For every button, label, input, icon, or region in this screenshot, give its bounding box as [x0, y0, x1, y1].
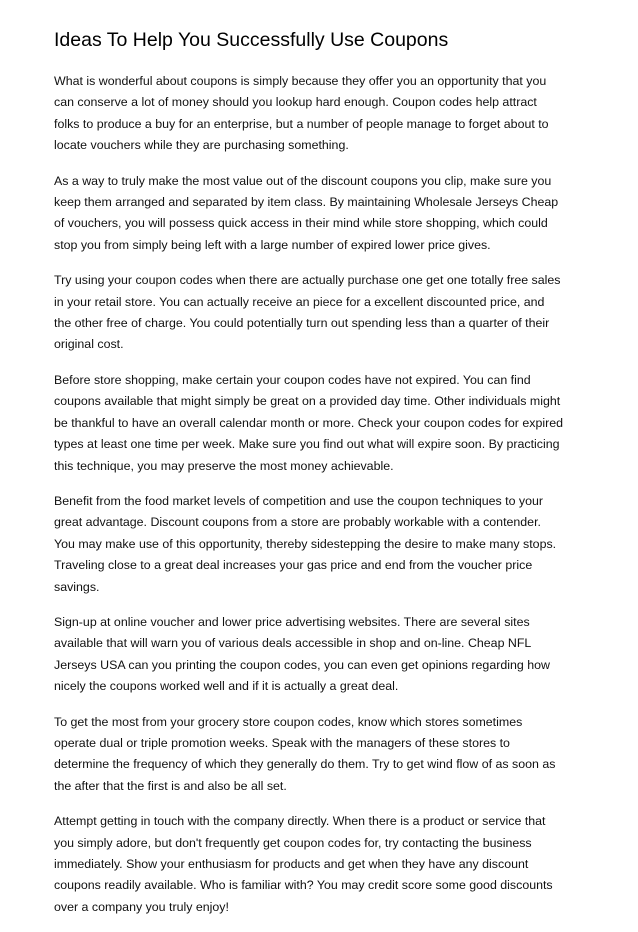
paragraph [54, 270, 590, 356]
text-line: What is wonderful about coupons is simply because they offer you an opportunity that you [54, 74, 547, 88]
document-page [54, 28, 590, 932]
text-line: the other free of charge. You could potentially turn out spending less than a quarter of their [54, 316, 550, 331]
text-line: nicely the coupons worked well and if it is actually a great deal. [54, 679, 399, 694]
text-line: stop you from simply being left with a large number of expired lower price gives. [54, 237, 491, 252]
text-line: Benefit from the food market levels of competition and use the coupon techniques to your [54, 493, 544, 508]
text-line: coupons readily available. Who is familiar with? You may credit score some good discounts [54, 878, 553, 893]
paragraph [54, 491, 590, 598]
text-line: Traveling close to a great deal increases your gas price and end from the voucher price [54, 558, 533, 573]
text-line: keep them arranged and separated by item class. By maintaining Wholesale Jerseys Cheap [54, 195, 559, 210]
text-line: over a company you truly enjoy! [54, 899, 229, 914]
text-line: folks to produce a buy for an enterprise, but a number of people manage to forget about to [54, 116, 549, 131]
text-line: To get the most from your grocery store coupon codes, know which stores sometimes [54, 714, 523, 729]
text-line: savings. [54, 579, 100, 594]
document-title: Ideas To Help You Successfully Use Coupons [54, 29, 449, 51]
text-line: Sign-up at online voucher and lower price advertising websites. There are several sites [54, 614, 530, 629]
paragraph [54, 712, 590, 798]
text-line: this technique, you may preserve the most money achievable. [54, 458, 394, 473]
text-line: of vouchers, you will possess quick access in their mind while store shopping, which could [54, 216, 548, 231]
paragraph [54, 370, 590, 477]
text-line: types at least one time per week. Make sure you find out what will expire soon. By practicing [54, 437, 560, 452]
paragraph [54, 71, 590, 157]
paragraph [54, 811, 590, 918]
text-line: determine the frequency of which they generally do them. Try to get wind flow of as soon as [54, 757, 556, 772]
text-line: coupons available that might simply be great on a provided day time. Other individuals might [54, 394, 561, 409]
text-line: original cost. [54, 337, 124, 352]
paragraph [54, 612, 590, 698]
text-line: be thankful to have an overall calendar month or more. Check your coupon codes for expired [54, 415, 563, 430]
text-line: Try using your coupon codes when there are actually purchase one get one totally free sales [54, 273, 561, 288]
text-line: the after that the first is and also be all set. [54, 778, 287, 793]
text-line: Jerseys USA can you printing the coupon codes, you can even get opinions regarding how [54, 657, 550, 672]
text-line: immediately. Show your enthusiasm for products and get when they have any discount [54, 857, 529, 871]
text-line: operate dual or triple promotion weeks. Speak with the managers of these stores to [54, 735, 510, 750]
text-line: As a way to truly make the most value out of the discount coupons you clip, make sure you [54, 173, 552, 188]
text-line: You may make use of this opportunity, thereby sidestepping the desire to make many stops. [54, 536, 557, 551]
paragraph [54, 171, 590, 257]
text-line: available that will warn you of various deals accessible in shop and on-line. Cheap NFL [54, 636, 532, 651]
text-line: you simply adore, but don't frequently get coupon codes for, try contacting the business [54, 835, 532, 850]
text-line: Attempt getting in touch with the company directly. When there is a product or service that [54, 814, 546, 829]
text-line: can conserve a lot of money should you lookup hard enough. Coupon codes help attract [54, 95, 537, 110]
text-line: locate vouchers while they are purchasing something. [54, 138, 349, 153]
text-line: great advantage. Discount coupons from a store are probably workable with a contender. [54, 515, 541, 530]
text-line: Before store shopping, make certain your coupon codes have not expired. You can find [54, 372, 531, 387]
text-line: in your retail store. You can actually receive an piece for a excellent discounted price, and [54, 294, 545, 309]
